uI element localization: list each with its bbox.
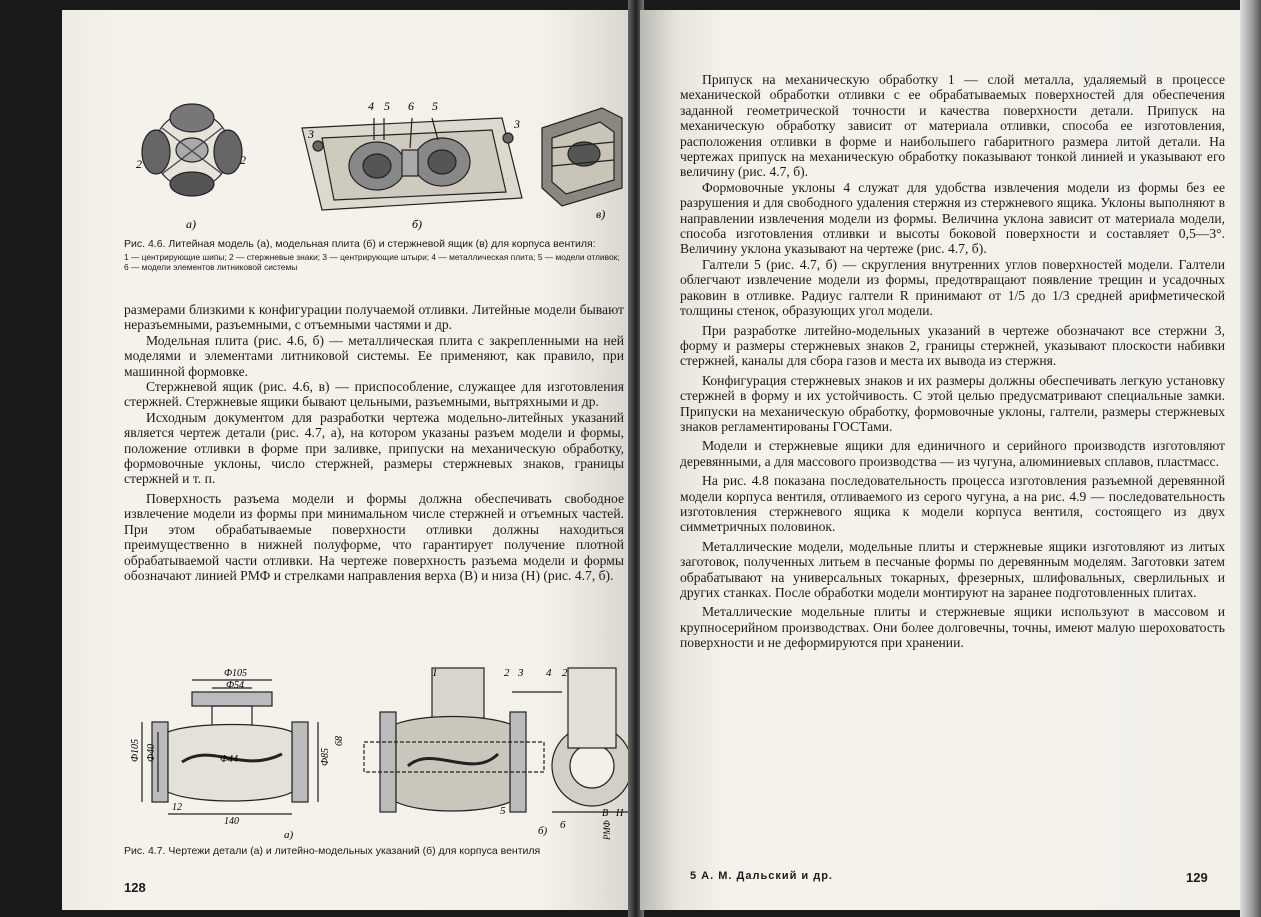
- fig46-callout-1: 4: [368, 99, 374, 113]
- left-paragraph-5: Поверхность разъема модели и формы должна обеспечивать свободное извлечение модели из формы при минимальном числе стержней и отъемных частей. При этом обрабатываемые поверхности отливки должны находиться преимущественно в нижней полуформе, что гарантирует получение плотной обрабатываемой части отливки. На чертеже поверхность разъема модели и формы обозначают линией РМФ и стрелками направления верха (В) и низа (Н) (рис. 4.7, б).: [124, 490, 624, 583]
- right-paragraph-2: Формовочные уклоны 4 служат для удобства извлечения модели из формы без ее разрушения и для свободного удаления стержня из стержневого ящика. Уклоны выполняют в направлении извлечения модели из формы. Величина уклона зависит от материала модели, способа изготовления отливки и высоты боковой поверхности и составляет 0,5—3°. Величину уклона указывают на чертеже (рис. 4.7, б).: [680, 179, 1225, 257]
- figure-4-6: [122, 88, 622, 238]
- fig47-dim-3: Ф44: [220, 754, 239, 765]
- figure-4-7-caption-text: Рис. 4.7. Чертежи детали (а) и литейно-модельных указаний (б) для корпуса вентиля: [124, 845, 541, 857]
- left-paragraph-4: Исходным документом для разработки чертежа модельно-литейных указаний является чертеж детали (рис. 4.7, а), на котором указаны разъем модели и формы, положение отливки в форме при заливке, припуски на механическую обработку, формовочные уклоны, число стержней, размеры стержневых знаков, границы стержней и т. п.: [124, 409, 624, 487]
- right-paragraph-3: Галтели 5 (рис. 4.7, б) — скругления внутренних углов поверхностей модели. Галтели облегчают извлечение модели из формы, предотвращают появление трещин и усадочных раковин в отливке. Радиус галтели R принимают от 1/5 до 1/3 средней арифметической толщины стенок, образующих угол модели.: [680, 256, 1225, 319]
- right-paragraph-9: Металлические модельные плиты и стержневые ящики используют в массовом и крупносерийном производствах. Они более долговечны, точны, имеют малую шероховатость поверхности и не деформируются при хранении.: [680, 604, 1225, 651]
- fig46-callout-5: 3: [308, 127, 314, 141]
- fig47-callout-1: 1: [432, 667, 438, 679]
- core-box-sketch: [542, 108, 622, 206]
- right-paragraph-8: Металлические модели, модельные плиты и стержневые ящики изготовляют из литых заготовок, полученных литьем в песчаные формы по деревянным моделям. Заготовки затем обрабатывают на универсальных токарных, фрезерных, шлифовальных, сверлильных и других станках. После обработки модели монтируют на заранее подготовленных плитах.: [680, 538, 1225, 600]
- right-paragraph-7: На рис. 4.8 показана последовательность процесса изготовления разъемной деревянной модели корпуса вентиля, отливаемого из серого чугуна, а на рис. 4.9 — последовательность изготовления стержневого ящика к модели корпуса вентиля, состоящего из двух симметричных половинок.: [680, 473, 1225, 535]
- fig47-dim-9: 140: [224, 816, 239, 827]
- right-body-text: [680, 72, 1225, 651]
- fig47-dim-4: Ф105: [130, 738, 141, 762]
- pattern-plate-sketch: [302, 118, 522, 210]
- figure-4-7: [132, 662, 622, 842]
- fig46-panel-b: б): [412, 217, 423, 231]
- fig47-dim-1: Ф105: [224, 668, 248, 679]
- left-body-text: [124, 302, 624, 583]
- left-paragraph-1: размерами близкими к конфигурации получаемой отливки. Литейные модели бывают неразъемными, разъемными, с отъемными частями и др.: [124, 302, 624, 333]
- fig46-callout-8: 2: [240, 153, 246, 167]
- fig47-panel-a: а): [284, 829, 294, 841]
- fig46-callout-3: 6: [408, 99, 414, 113]
- fig47-dim-8: 12: [172, 802, 182, 813]
- fig47-dim-7: 68: [334, 736, 345, 746]
- left-page-number: 128: [124, 880, 146, 895]
- right-paragraph-6: Модели и стержневые ящики для единичного и серийного производств изготовляют деревянными, а для массового производства — из чугуна, алюминиевых сплавов, пластмасс.: [680, 438, 1225, 469]
- fig47-mark-rmf: РМФ: [602, 820, 612, 840]
- left-paragraph-2: Модельная плита (рис. 4.6, б) — металлическая плита с закрепленными на ней моделями и элементами литниковой системы. Ее применяют, как правило, при машинной формовке.: [124, 332, 624, 379]
- part-drawing-a: [142, 680, 318, 814]
- fig47-callout-3: 3: [518, 667, 524, 679]
- fig46-callout-2: 5: [384, 99, 390, 113]
- fig47-mark-n: Н: [616, 808, 624, 819]
- figure-4-7-drawing: [132, 662, 622, 842]
- fig46-callout-6: 3: [514, 117, 520, 131]
- right-paragraph-4: При разработке литейно-модельных указаний в чертеже обозначают все стержни 3, форму и размеры стержневых знаков 2, границы стержней, указывают плоскости набивки стержней, каналы для сбора газов и места их вывода из стержня.: [680, 322, 1225, 369]
- figure-4-6-caption-text: Рис. 4.6. Литейная модель (а), модельная плита (б) и стержневой ящик (в) для корпуса вентиля:: [124, 238, 596, 250]
- figure-4-6-caption: [124, 238, 622, 272]
- right-paragraph-1: Припуск на механическую обработку 1 — слой металла, удаляемый в процессе механической обработки отливки с ее обрабатываемых поверхностей для обеспечения заданной геометрической точности и качества поверхности детали. Припуск на механическую обработку зависит от материала отливки, способа ее изготовления, расположения отливки в форме и наибольшего габаритного размера литой детали. На чертежах припуск на механическую обработку показывают тонкой линией и указывают его величину (рис. 4.7, б).: [680, 72, 1225, 180]
- left-page: [62, 10, 632, 910]
- right-page-number: 129: [1186, 870, 1208, 885]
- fig47-callout-5: 2: [562, 667, 568, 679]
- page-edge: [1240, 0, 1261, 917]
- fig47-callout-2: 2: [504, 667, 510, 679]
- figure-4-6-drawing: [122, 88, 622, 238]
- figure-4-7-caption: [124, 845, 622, 857]
- left-paragraph-3: Стержневой ящик (рис. 4.6, в) — приспособление, служащее для изготовления стержней. Стержневые ящики бывают цельными, разъемными, вытряхными и др.: [124, 379, 624, 410]
- fig47-dim-5: Ф40: [146, 743, 157, 762]
- fig47-dim-6: Ф85: [320, 747, 331, 766]
- fig47-mark-v: В: [602, 808, 609, 819]
- fig47-panel-b: б): [538, 825, 548, 837]
- right-page: [640, 10, 1260, 910]
- casting-model-sketch: [142, 104, 242, 196]
- fig46-panel-a: а): [186, 217, 196, 231]
- fig46-callout-7: 2: [136, 157, 142, 171]
- fig47-dim-2: Ф54: [226, 680, 245, 691]
- fig46-panel-c: в): [596, 207, 606, 221]
- fig47-callout-4: 4: [546, 667, 552, 679]
- right-paragraph-5: Конфигурация стержневых знаков и их размеры должны обеспечивать легкую установку стержней в форму и их устойчивость. С этой целью предусматривают специальные замки. Припуски на механическую обработку, формовочные уклоны, галтели, размеры стержневых знаков регламентированы ГОСТами.: [680, 372, 1225, 434]
- fig46-callout-4: 5: [432, 99, 438, 113]
- footer-signature: 5 А. М. Дальский и др.: [690, 870, 833, 882]
- casting-drawing-b: [364, 668, 632, 812]
- figure-4-6-legend: 1 — центрирующие шипы; 2 — стержневые знаки; 3 — центрирующие штыри; 4 — металлическая плита; 5 — модели отливок; 6 — модели элементов литниковой системы: [124, 252, 620, 272]
- fig47-callout-7: 6: [560, 819, 566, 831]
- fig47-callout-6: 5: [500, 805, 506, 817]
